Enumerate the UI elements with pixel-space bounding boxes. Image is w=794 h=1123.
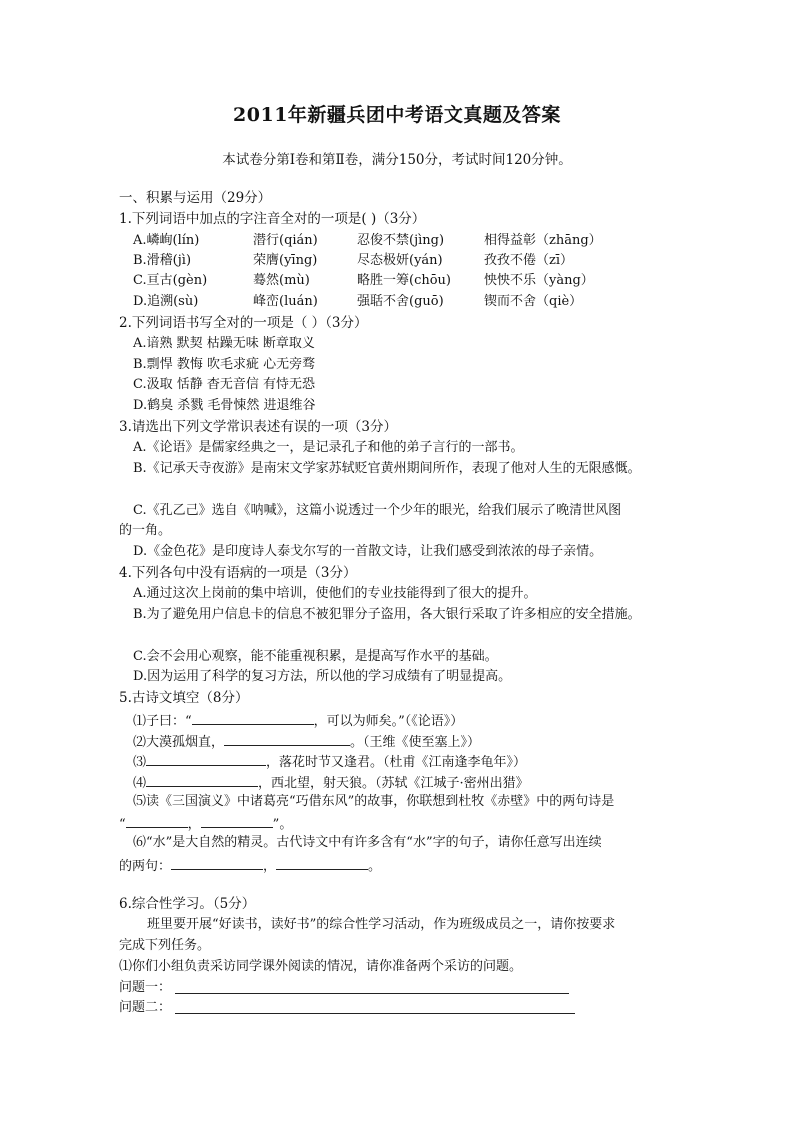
q6-paragraph-line-2: 完成下列任务。: [119, 938, 211, 953]
q4-option-a: A.通过这次上岗前的集中培训，使他们的专业技能得到了很大的提升。: [133, 586, 537, 601]
q1-option-d1: D.追溯(sù): [133, 294, 199, 309]
q5-line-6-separator: ，: [263, 859, 277, 874]
q5-line-4: [133, 772, 529, 793]
question-3-stem: 3.请选出下列文学常识表述有误的一项（3分）: [119, 419, 397, 435]
q1-option-b3: 尽态极妍(yán): [357, 253, 443, 268]
q1-option-b1: B.滑稽(jì): [133, 253, 192, 268]
q5-line-6-answer: [119, 855, 381, 876]
q5-line-2-prefix: ⑵大漠孤烟直，: [133, 735, 225, 750]
q5-line-5-separator: ，: [187, 817, 201, 832]
q5-line-3-prefix: ⑶: [133, 755, 147, 770]
q6-answer-line-2[interactable]: [175, 1013, 575, 1014]
q5-line-4-suffix: ，西北望，射天狼。（苏轼《江城子·密州出猎》: [258, 776, 529, 791]
q3-option-b: B.《记承天寺夜游》是南宋文学家苏轼贬官黄州期间所作，表现了他对人生的无限感慨。: [133, 461, 641, 476]
q4-option-c: C.会不会用心观察，能不能重视积累，是提高写作水平的基础。: [133, 649, 498, 664]
q5-line-1: [133, 710, 463, 731]
q5-blank-6b[interactable]: [276, 855, 368, 870]
q5-line-1-prefix: ⑴子曰：“: [133, 714, 192, 729]
q1-option-d3: 强聒不舍(guō): [357, 294, 444, 309]
q5-line-2-suffix: 。（王维《使至塞上》）: [350, 735, 481, 750]
q5-line-4-prefix: ⑷: [133, 776, 147, 791]
page-title: 2011年新疆兵团中考语文真题及答案: [233, 104, 561, 126]
q2-option-d: D.鹤臭 杀戮 毛骨悚然 进退维谷: [133, 398, 316, 413]
q1-option-c3: 略胜一筹(chōu): [357, 273, 451, 288]
q6-question-two-label: 问题二：: [119, 1000, 172, 1015]
q6-answer-line-1[interactable]: [175, 993, 569, 994]
question-5-stem: 5.古诗文填空（8分）: [119, 690, 249, 706]
q1-option-c4: 怏怏不乐（yàng）: [484, 273, 594, 288]
q5-blank-6a[interactable]: [171, 855, 263, 870]
q5-blank-2[interactable]: [224, 731, 350, 746]
q5-line-5-open-quote: “: [119, 817, 126, 832]
exam-instructions: 本试卷分第Ⅰ卷和第Ⅱ卷，满分150分，考试时间120分钟。: [222, 152, 572, 168]
q5-blank-1[interactable]: [192, 710, 314, 725]
q5-line-3: [133, 751, 526, 772]
q1-option-b4: 孜孜不倦（zī）: [484, 253, 574, 268]
q3-option-c-continued: 的一角。: [119, 523, 172, 538]
q5-line-2: [133, 731, 480, 752]
q4-option-b: B.为了避免用户信息卡的信息不被犯罪分子盗用，各大银行采取了许多相应的安全措施。: [133, 607, 641, 622]
q6-paragraph-line-1: 班里要开展“好读书，读好书”的综合性学习活动，作为班级成员之一，请你按要求: [147, 917, 616, 932]
q2-option-a: A.谙熟 默契 枯躁无味 断章取义: [133, 336, 315, 351]
q3-option-a: A.《论语》是儒家经典之一，是记录孔子和他的弟子言行的一部书。: [133, 440, 524, 455]
q1-option-d2: 峰峦(luán): [253, 294, 318, 309]
q1-option-d4: 锲而不舍（qiè）: [484, 294, 583, 309]
q1-option-b2: 荣膺(yīng): [253, 253, 318, 268]
q5-line-5-close-quote: ”。: [272, 817, 293, 832]
question-4-stem: 4.下列各句中没有语病的一项是（3分）: [119, 565, 357, 581]
question-6-stem: 6.综合性学习。（5分）: [119, 896, 256, 912]
q5-line-5: ⑸读《三国演义》中诸葛亮“巧借东风”的故事，你联想到杜牧《赤壁》中的两句诗是: [133, 794, 615, 809]
q1-option-c2: 蓦然(mù): [253, 273, 310, 288]
q1-option-c1: C.亘古(gèn): [133, 273, 208, 288]
q1-option-a1: A.嶙峋(lín): [133, 233, 200, 248]
question-2-stem: 2.下列词语书写全对的一项是（ ）（3分）: [119, 315, 368, 331]
q5-line-3-suffix: ，落花时节又逢君。（杜甫《江南逢李龟年》）: [266, 755, 527, 770]
q1-option-a4: 相得益彰（zhāng）: [484, 233, 602, 248]
q5-line-6-prefix: 的两句：: [119, 859, 172, 874]
question-1-stem: 1.下列词语中加点的字注音全对的一项是( )（3分）: [119, 211, 426, 227]
q5-blank-5a[interactable]: [126, 813, 188, 828]
q4-option-d: D.因为运用了科学的复习方法，所以他的学习成绩有了明显提高。: [133, 669, 512, 684]
q3-option-d: D.《金色花》是印度诗人泰戈尔写的一首散文诗，让我们感受到浓浓的母子亲情。: [133, 544, 603, 559]
q2-option-b: B.剽悍 教悔 吹毛求疵 心无旁骛: [133, 357, 316, 372]
q3-option-c: C.《孔乙己》选自《呐喊》，这篇小说透过一个少年的眼光，给我们展示了晚清世风图: [133, 503, 622, 518]
q5-blank-3[interactable]: [146, 751, 266, 766]
q5-blank-4[interactable]: [146, 772, 258, 787]
q6-question-one-label: 问题一：: [119, 980, 172, 995]
q6-task-1: ⑴你们小组负责采访同学课外阅读的情况，请你准备两个采访的问题。: [119, 959, 523, 974]
section-heading: 一、积累与运用（29分）: [119, 190, 272, 206]
q5-line-6-suffix: 。: [368, 859, 382, 874]
q5-line-6: ⑹“水”是大自然的精灵。古代诗文中有许多含有“水”字的句子，请你任意写出连续: [133, 835, 602, 850]
q2-option-c: C.汲取 恬静 杳无音信 有恃无恐: [133, 377, 316, 392]
q1-option-a3: 忍俊不禁(jìng): [357, 233, 445, 248]
q1-option-a2: 潜行(qián): [253, 233, 318, 248]
q5-line-1-suffix: ，可以为师矣。”（《论语》）: [313, 714, 464, 729]
q5-line-5-answer: [119, 813, 292, 834]
q5-blank-5b[interactable]: [201, 813, 273, 828]
